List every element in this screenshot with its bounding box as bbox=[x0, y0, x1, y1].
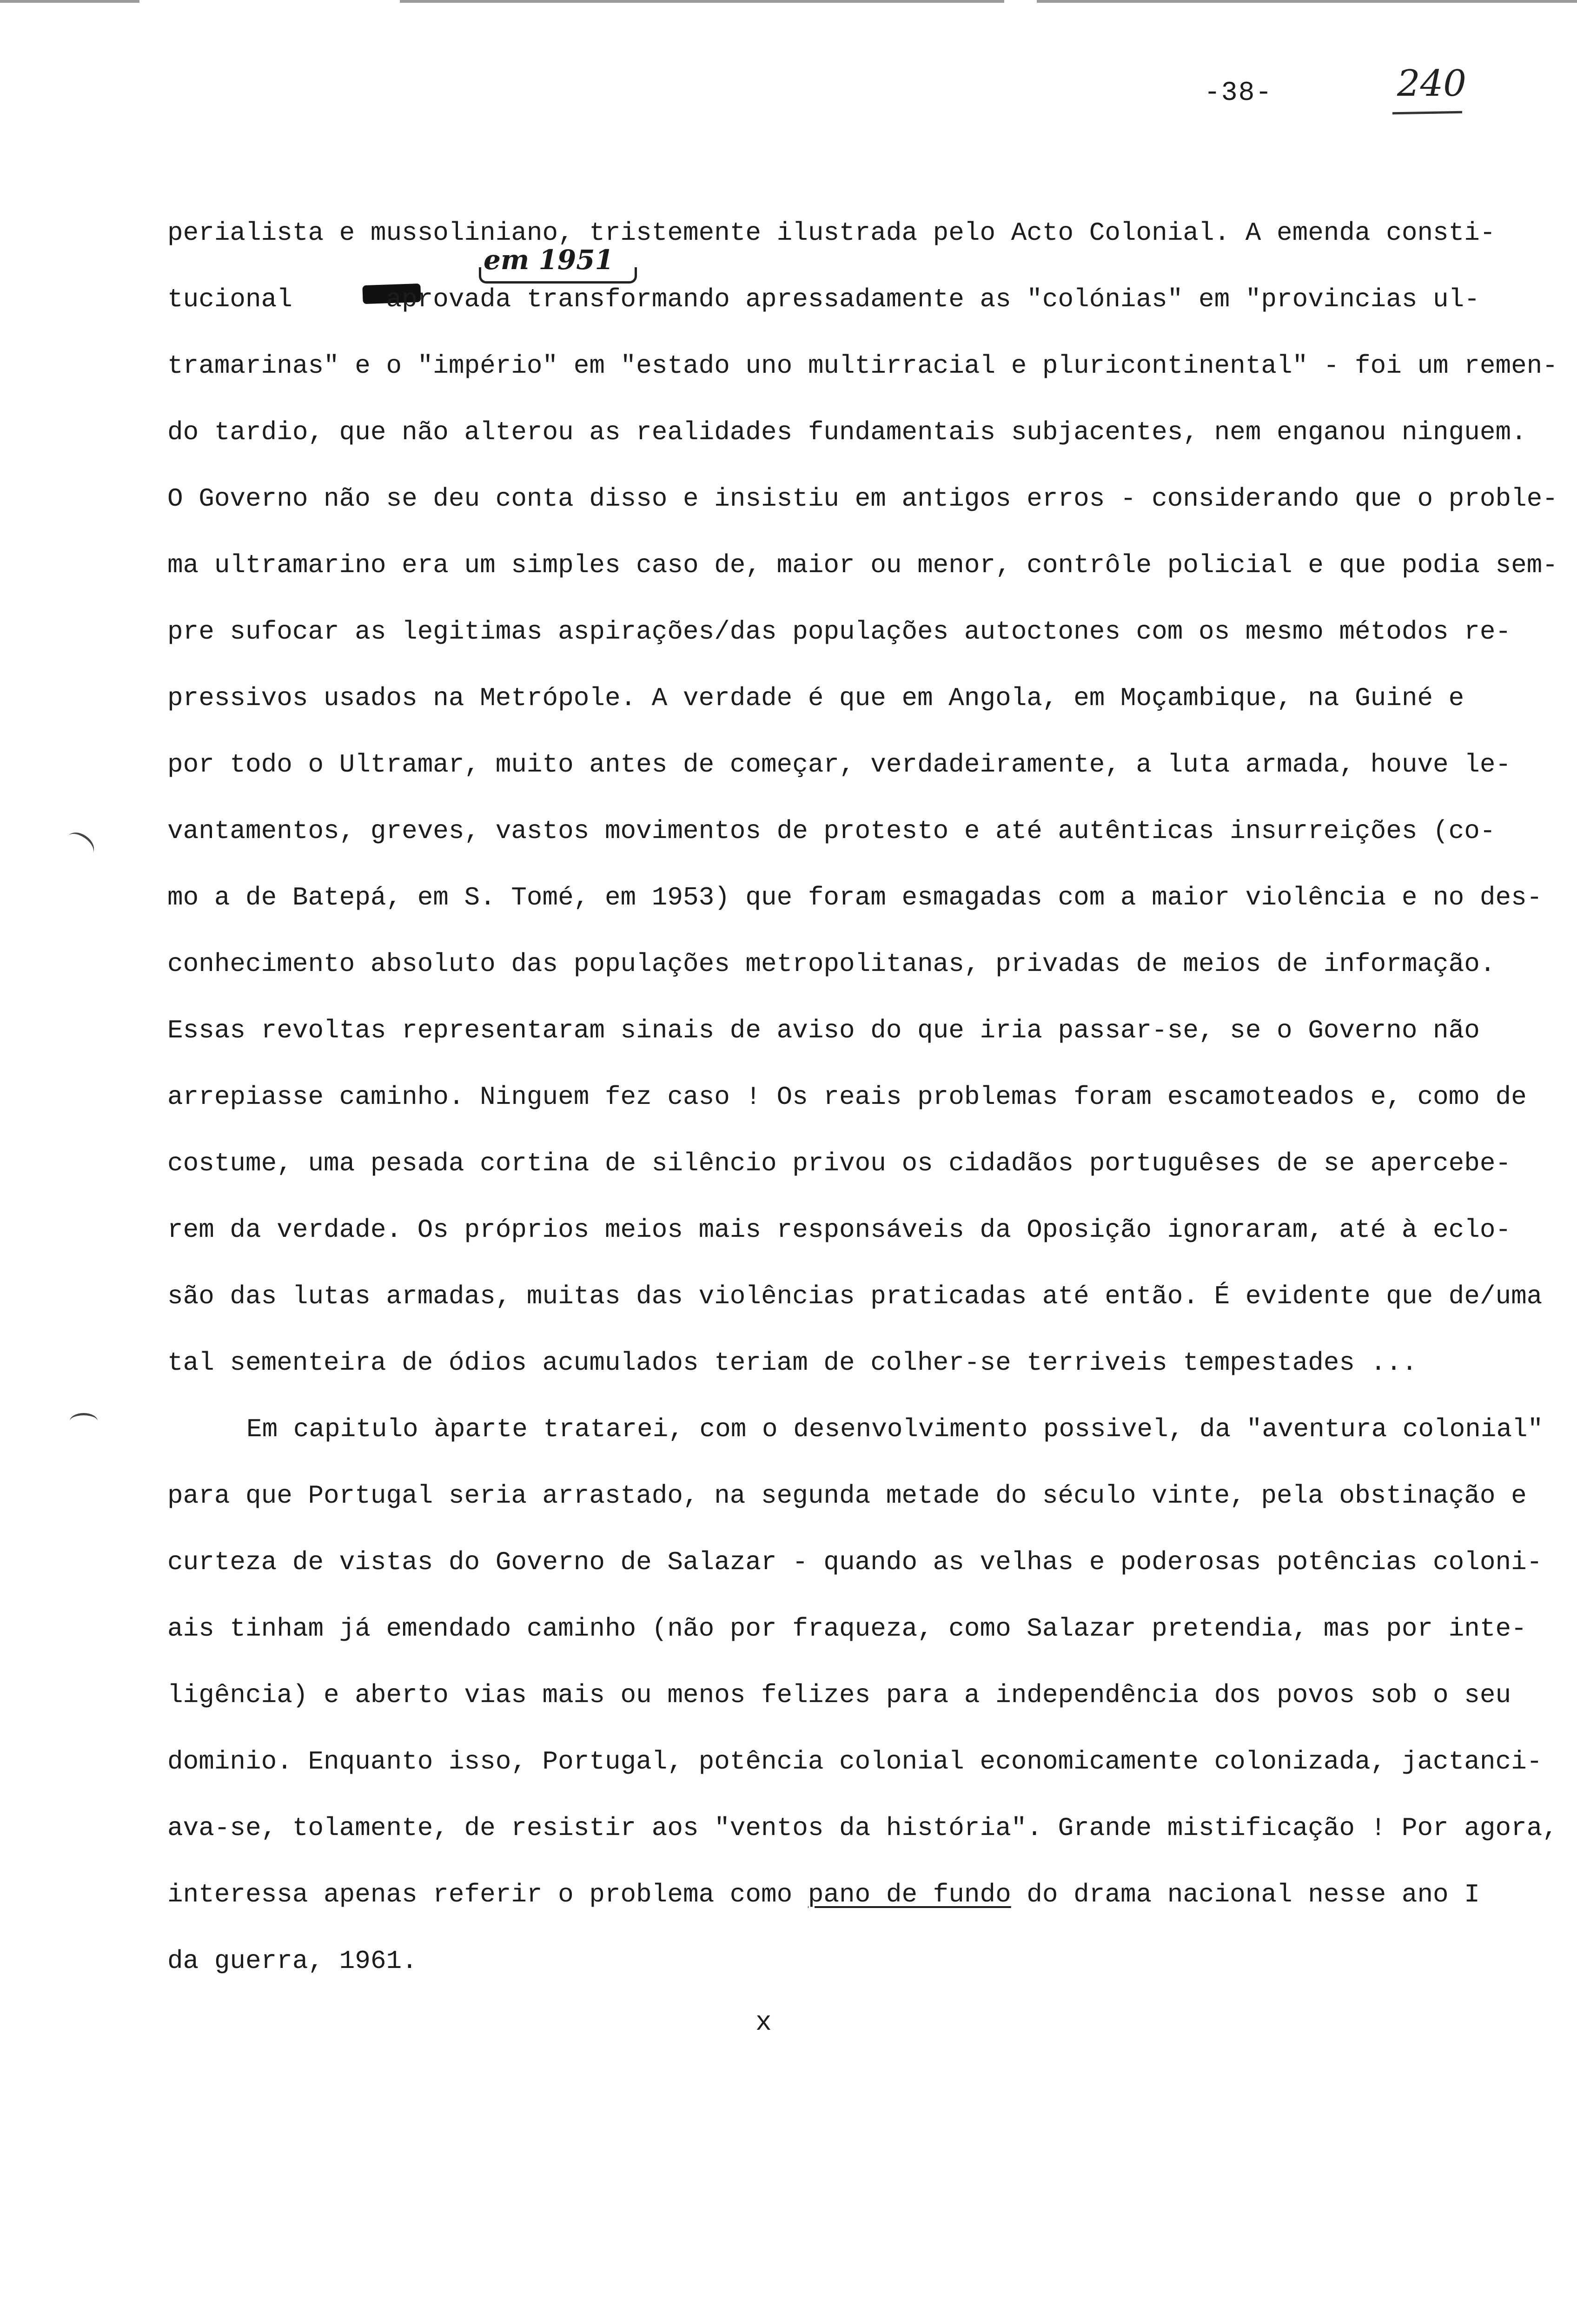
text-line: costume, uma pesada cortina de silêncio privou os cidadãos portuguêses de se apercebe- bbox=[167, 1149, 1511, 1178]
text-line: perialista e mussoliniano, tristemente ilustrada pelo Acto Colonial. A emenda consti- bbox=[167, 218, 1496, 248]
text-segment: do drama nacional nesse ano I bbox=[1011, 1880, 1480, 1909]
text-line: conhecimento absoluto das populações metropolitanas, privadas de meios de informação. bbox=[167, 949, 1496, 979]
text-line: por todo o Ultramar, muito antes de começar, verdadeiramente, a luta armada, houve le- bbox=[167, 750, 1511, 779]
margin-mark bbox=[62, 827, 99, 862]
handwritten-insertion: em 1951 bbox=[484, 244, 614, 276]
margin-mark bbox=[70, 1413, 98, 1429]
text-line: pressivos usados na Metrópole. A verdade é que em Angola, em Moçambique, na Guiné e bbox=[167, 683, 1464, 713]
text-line: do tardio, que não alterou as realidades fundamentais subjacentes, nem enganou ninguem. bbox=[167, 417, 1527, 447]
text-line: para que Portugal seria arrastado, na segunda metade do século vinte, pela obstinação e bbox=[167, 1481, 1527, 1511]
text-line: pre sufocar as legitimas aspirações/das populações autoctones com os mesmo métodos re- bbox=[167, 617, 1511, 647]
text-line: tucional aprovada transformando apressadamente as "colónias" em "provincias ul- bbox=[167, 284, 1480, 314]
document-body bbox=[167, 200, 1558, 1994]
scan-edge-left bbox=[0, 0, 139, 3]
text-line: Em capitulo àparte tratarei, com o desenvolvimento possivel, da "aventura colonial" bbox=[246, 1414, 1544, 1444]
paragraph-1 bbox=[167, 200, 1558, 1396]
folio-underline bbox=[1392, 111, 1462, 115]
text-line: arrepiasse caminho. Ninguem fez caso ! Os reais problemas foram escamoteados e, como de bbox=[167, 1082, 1527, 1112]
text-line: O Governo não se deu conta disso e insistiu em antigos erros - considerando que o proble- bbox=[167, 484, 1558, 514]
underlined-phrase: pano de fundo bbox=[808, 1880, 1011, 1909]
text-segment: interessa apenas referir o problema como bbox=[167, 1880, 808, 1909]
text-line: dominio. Enquanto isso, Portugal, potência colonial economicamente colonizada, jactanci- bbox=[167, 1747, 1543, 1776]
text-line: tal sementeira de ódios acumulados teriam de colher-se terriveis tempestades ... bbox=[167, 1348, 1418, 1378]
scan-edge-right bbox=[1037, 0, 1577, 3]
text-line: tramarinas" e o "império" em "estado uno multirracial e pluricontinental" - foi um remen- bbox=[167, 351, 1558, 381]
text-line bbox=[167, 1862, 1516, 1928]
text-line: ava-se, tolamente, de resistir aos "ventos da história". Grande mistificação ! Por agora, bbox=[167, 1813, 1558, 1843]
scan-edge-mid bbox=[400, 0, 1004, 3]
text-line: rem da verdade. Os próprios meios mais responsáveis da Oposição ignoraram, até à eclo- bbox=[167, 1215, 1511, 1245]
text-line: Essas revoltas representaram sinais de aviso do que iria passar-se, se o Governo não bbox=[167, 1016, 1480, 1045]
text-line: da guerra, 1961. bbox=[167, 1946, 417, 1976]
text-line: são das lutas armadas, muitas das violências praticadas até então. É evidente que de/uma bbox=[167, 1281, 1543, 1311]
text-line: mo a de Batepá, em S. Tomé, em 1953) que foram esmagadas com a maior violência e no des- bbox=[167, 883, 1543, 912]
handwritten-folio: 240 bbox=[1397, 63, 1466, 105]
text-line: ma ultramarino era um simples caso de, maior ou menor, contrôle policial e que podia sem- bbox=[167, 550, 1558, 580]
end-mark: x bbox=[755, 2008, 772, 2038]
text-line: vantamentos, greves, vastos movimentos de protesto e até autênticas insurreições (co- bbox=[167, 816, 1496, 846]
page-number: -38- bbox=[1204, 78, 1273, 108]
text-line: curteza de vistas do Governo de Salazar - quando as velhas e poderosas potências coloni- bbox=[167, 1547, 1543, 1577]
text-line: ligência) e aberto vias mais ou menos felizes para a independência dos povos sob o seu bbox=[167, 1680, 1511, 1710]
text-line: ais tinham já emendado caminho (não por fraqueza, como Salazar pretendia, mas por inte- bbox=[167, 1614, 1527, 1644]
paragraph-2 bbox=[167, 1396, 1558, 1994]
